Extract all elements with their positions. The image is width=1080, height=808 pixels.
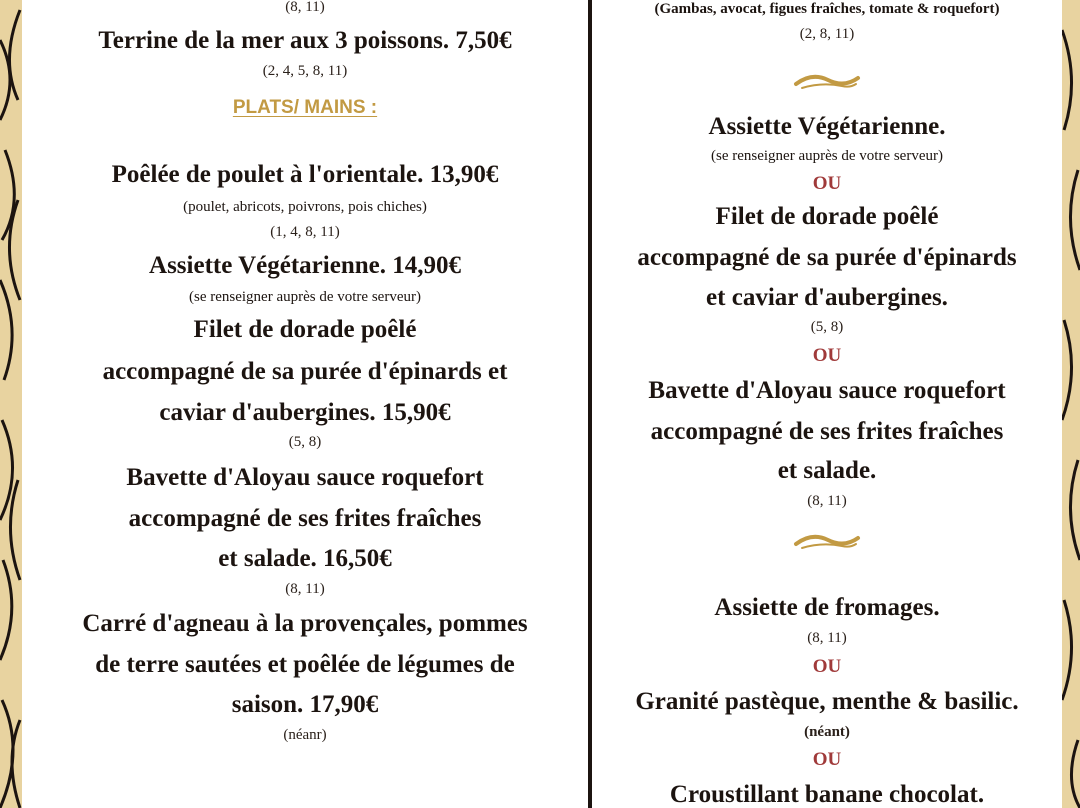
dish-description: (poulet, abricots, poivrons, pois chiches): [183, 199, 427, 215]
or-separator: OU: [812, 749, 842, 770]
dish-croustillant: Croustillant banane chocolat.: [669, 781, 985, 808]
dish-dorade-line3: caviar d'aubergines. 15,90€: [159, 399, 451, 426]
dish-bavette-line1: Bavette d'Aloyau sauce roquefort: [126, 464, 484, 491]
dish-dorade-line2: accompagné de sa purée d'épinards: [637, 244, 1017, 271]
ornament-swirl-icon: [792, 70, 862, 94]
dish-terrine: Terrine de la mer aux 3 poissons. 7,50€: [98, 27, 512, 54]
dish-vegetarien: Assiette Végétarienne. 14,90€: [149, 252, 461, 279]
allergens: (5, 8): [810, 319, 844, 335]
menu-panel-left: [22, 0, 588, 808]
dish-dorade-line1: Filet de dorade poêlé: [193, 316, 417, 343]
ornament-swirl-icon: [792, 530, 862, 554]
dish-bavette-line3: et salade. 16,50€: [218, 545, 392, 572]
allergens: (néant): [804, 724, 850, 740]
dish-dorade-line3: et caviar d'aubergines.: [706, 284, 948, 311]
allergens: (8, 11): [285, 0, 325, 15]
allergens: (5, 8): [288, 434, 322, 450]
dish-bavette-line3: et salade.: [777, 457, 877, 484]
dish-bavette-line2: accompagné de ses frites fraîches: [650, 418, 1004, 445]
allergens: (1, 4, 8, 11): [270, 224, 340, 240]
dish-bavette-line1: Bavette d'Aloyau sauce roquefort: [648, 377, 1006, 404]
dish-dorade-line2: accompagné de sa purée d'épinards et: [102, 358, 508, 385]
allergens: (8, 11): [807, 630, 847, 646]
dish-agneau-line3: saison. 17,90€: [231, 691, 379, 718]
allergens: (néanr): [283, 727, 327, 743]
menu-panel-right: [592, 0, 1062, 808]
dish-fromages: Assiette de fromages.: [714, 594, 940, 621]
dish-vegetarien: Assiette Végétarienne.: [708, 113, 946, 140]
dish-description: (se renseigner auprès de votre serveur): [189, 289, 421, 305]
dish-poulet: Poêlée de poulet à l'orientale. 13,90€: [111, 161, 499, 188]
dish-description: (Gambas, avocat, figues fraîches, tomate & roquefort): [654, 1, 1000, 17]
or-separator: OU: [812, 656, 842, 677]
allergens: (8, 11): [285, 581, 325, 597]
allergens: (2, 8, 11): [799, 26, 855, 42]
dish-description: (se renseigner auprès de votre serveur): [711, 148, 943, 164]
dish-agneau-line1: Carré d'agneau à la provençales, pommes: [82, 610, 528, 637]
section-title-mains: PLATS/ MAINS :: [232, 97, 378, 118]
dish-granite: Granité pastèque, menthe & basilic.: [635, 688, 1019, 715]
allergens: (8, 11): [807, 493, 847, 509]
or-separator: OU: [812, 173, 842, 194]
allergens: (2, 4, 5, 8, 11): [262, 63, 348, 79]
dish-agneau-line2: de terre sautées et poêlée de légumes de: [95, 651, 515, 678]
faded-section-title: [22, 796, 588, 808]
or-separator: OU: [812, 345, 842, 366]
dish-bavette-line2: accompagné de ses frites fraîches: [128, 505, 482, 532]
dish-dorade-line1: Filet de dorade poêlé: [715, 203, 939, 230]
